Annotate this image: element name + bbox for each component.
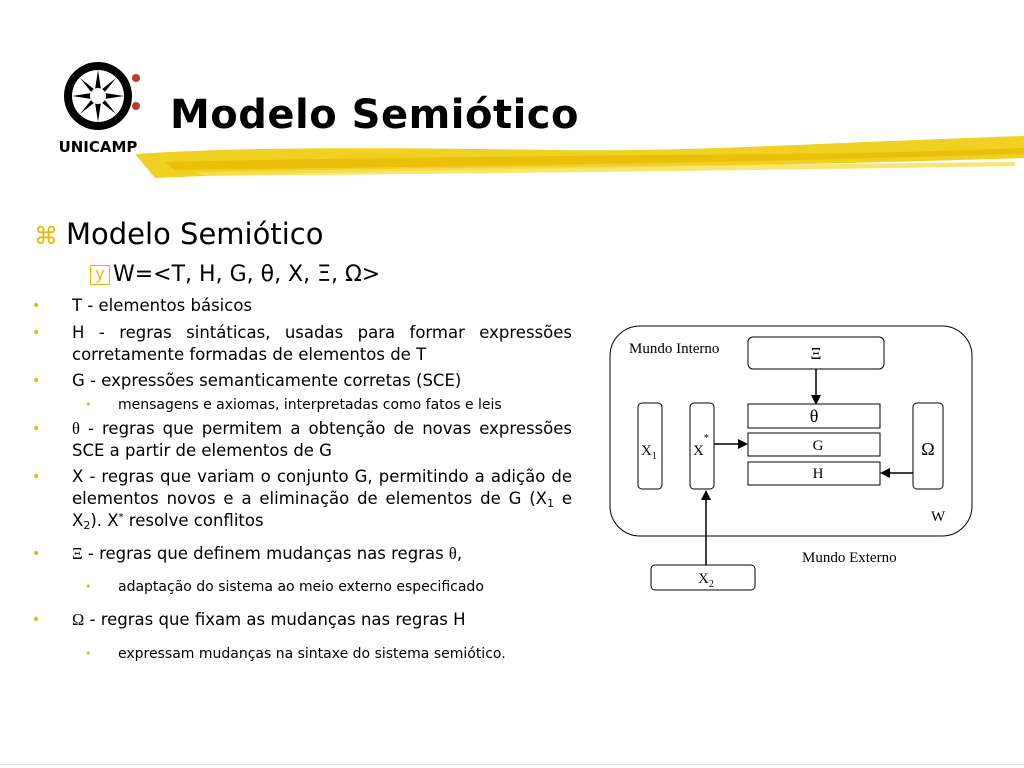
sub-bullet-g [118,396,578,414]
xi-symbol: Ξ [72,544,83,563]
bullet-xi [72,543,572,565]
mundo-interno-label: Mundo Interno [629,341,720,357]
x1-subscript: 1 [546,497,554,510]
bullet-x-end: resolve conflitos [123,511,264,530]
logo-text: UNICAMP [58,138,138,156]
title-underline-brush [135,132,1024,190]
bullet-h [72,322,572,366]
h-label: H [812,466,824,482]
bullet-xi-end: , [456,544,463,563]
sub-bullet-xi-text: adaptação do sistema ao meio externo especificado [118,579,484,595]
bullet-g [72,370,572,392]
bullet-x-mid2: ). X [90,511,119,530]
mundo-externo-label: Mundo Externo [802,550,897,566]
footer-divider [0,764,1024,765]
xstar-label: X* [693,433,709,459]
bullet-x [72,466,572,532]
bullet-theta [72,418,572,462]
subheading-w-definition [90,262,380,287]
bullet-omega [72,609,572,631]
checkbox-y-icon: y [90,265,110,285]
x1-label: $X_1$ [641,443,657,462]
omega-symbol: Ω [72,610,85,629]
bullet-x-mid: e X [72,489,572,530]
bullet-xi-text: - regras que definem mudanças nas regras [82,544,449,563]
bullet-t-text: T - elementos básicos [72,296,253,315]
sub-bullet-omega-text: expressam mudanças na sintaxe do sistema semiótico. [118,646,506,662]
w-label: W [931,509,946,525]
page-title: Modelo Semiótico [170,92,579,138]
bullet-g-text: G - expressões semanticamente corretas (SCE) [72,371,462,390]
xi-label: Ξ [810,344,822,363]
g-label: G [812,438,824,454]
x-star-superscript: * [118,512,124,523]
sub-bullet-g-text: mensagens e axiomas, interpretadas como fatos e leis [118,397,502,413]
logo-emblem [64,62,140,130]
bullet-x-text: X - regras que variam o conjunto G, permitindo a adição de elementos novos e a eliminação de elementos de G (X [72,467,572,508]
sub-bullet-xi [118,578,578,596]
x2-subscript: 2 [83,519,91,532]
x2-label: $X_2$ [698,571,714,590]
command-key-icon: ⌘ [34,222,58,250]
bullet-theta-text: - regras que permitem a obtenção de novas expressões SCE a partir de elementos de G [72,419,572,460]
heading-text: Modelo Semiótico [66,217,324,251]
omega-label: Ω [921,439,935,459]
heading-modelo-semiotico [34,217,323,251]
subheading-text: W=<T, H, G, θ, X, Ξ, Ω> [113,262,381,287]
bullet-t [72,295,572,317]
xi-theta-symbol: θ [448,544,457,563]
theta-label: θ [809,406,819,426]
bullet-omega-text: - regras que fixam as mudanças nas regras H [84,610,466,629]
bullet-h-text: H - regras sintáticas, usadas para formar expressões corretamente formadas de elementos de T [72,323,572,364]
semiotic-model-diagram [600,318,1000,618]
theta-symbol: θ [72,419,80,438]
sub-bullet-omega [118,645,578,663]
